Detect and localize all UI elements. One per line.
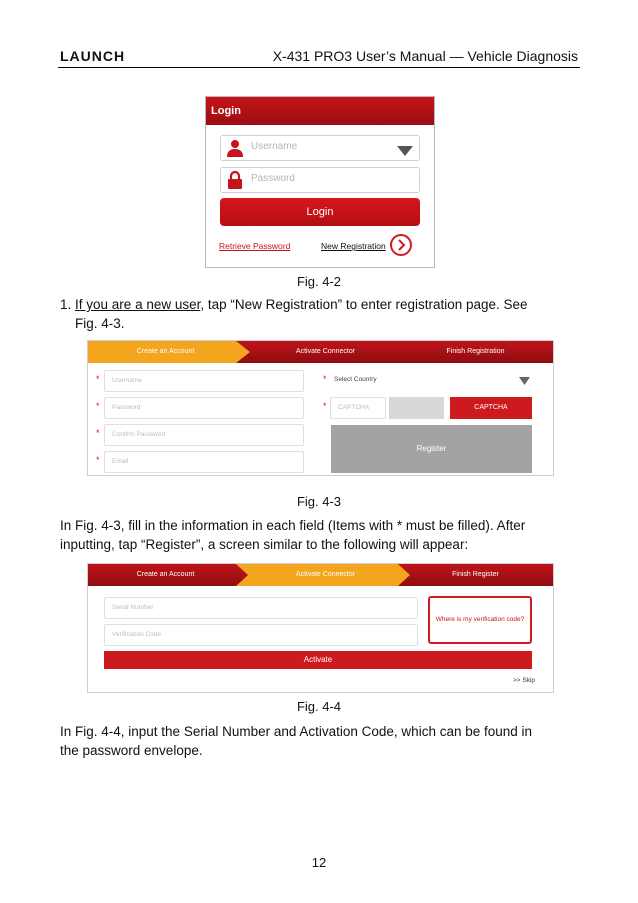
required-star: * [323,374,327,384]
para-1-line2: Fig. 4-3. [75,316,125,331]
step-finish-register: Finish Register [452,571,499,578]
username-input-placeholder: Username [112,377,142,384]
password-input[interactable] [104,397,304,419]
captcha-image [389,397,444,419]
serial-number-placeholder: Serial Number [112,604,154,611]
chevron-right-icon[interactable] [390,234,412,256]
dropdown-triangle-icon[interactable] [397,143,413,161]
register-button[interactable]: Register [331,425,532,473]
email-input-placeholder: Email [112,458,129,465]
para-3-line1: In Fig. 4-4, input the Serial Number and Activation Code, which can be found in [60,724,533,739]
fig-4-3-caption: Fig. 4-3 [296,494,342,509]
username-field[interactable] [220,135,420,161]
step-bar [88,564,553,586]
login-button[interactable]: Login [220,198,420,226]
para-3 [60,722,580,760]
confirm-password-placeholder: Confirm Password [112,431,166,438]
activation-screenshot [87,563,554,693]
login-title-bar: Login [206,97,434,125]
step-bar [88,341,553,363]
activate-button[interactable]: Activate [104,651,532,669]
skip-link[interactable]: >> Skip [512,677,535,684]
para-1 [60,295,580,333]
page-number: 12 [311,855,327,870]
email-input[interactable] [104,451,304,473]
step-create-account: Create an Account [136,348,195,355]
where-verification-code-button[interactable]: Where is my verification code? [428,596,532,644]
required-star: * [96,428,100,438]
para-2 [60,516,580,554]
login-screenshot [205,96,435,268]
dropdown-triangle-icon [519,377,530,385]
para-2-line2: inputting, tap “Register”, a screen similar to the following will appear: [60,537,469,552]
required-star: * [323,401,327,411]
captcha-input[interactable] [330,397,386,419]
password-input-placeholder: Password [112,404,141,411]
captcha-input-placeholder: CAPTCHA [338,404,370,411]
step-create-account: Create an Account [136,571,195,578]
username-input[interactable] [104,370,304,392]
step-activate-connector: Activate Connector [295,348,356,355]
confirm-password-input[interactable] [104,424,304,446]
required-star: * [96,455,100,465]
fig-4-4-caption: Fig. 4-4 [296,699,342,714]
required-star: * [96,374,100,384]
para-3-line2: the password envelope. [60,743,203,758]
para-1-line1: , tap “New Registration” to enter registration page. See [200,297,528,312]
verification-code-input[interactable] [104,624,418,646]
select-country-label: Select Country [334,376,377,383]
header-title: X-431 PRO3 User’s Manual — Vehicle Diagnosis [272,48,578,64]
username-placeholder: Username [251,141,298,152]
select-country-dropdown[interactable] [330,370,532,392]
new-registration-link[interactable]: New Registration [321,241,386,251]
fig-4-2-caption: Fig. 4-2 [296,274,342,289]
para-1-number: 1. [60,297,72,312]
verification-code-placeholder: Verification Code [112,631,162,638]
retrieve-password-link[interactable]: Retrieve Password [219,241,291,251]
serial-number-input[interactable] [104,597,418,619]
user-icon [226,139,244,162]
password-field[interactable] [220,167,420,193]
header-brand: LAUNCH [60,48,126,64]
captcha-button[interactable]: CAPTCHA [450,397,532,419]
lock-icon [226,171,244,194]
header-rule [58,67,580,68]
password-placeholder: Password [251,173,295,184]
registration-screenshot [87,340,554,476]
step-activate-connector: Activate Connector [295,571,356,578]
step-finish-registration: Finish Registration [446,348,505,355]
required-star: * [96,401,100,411]
para-1-underlined: If you are a new user [75,297,201,312]
para-2-line1: In Fig. 4-3, fill in the information in each field (Items with * must be filled). After [60,518,526,533]
